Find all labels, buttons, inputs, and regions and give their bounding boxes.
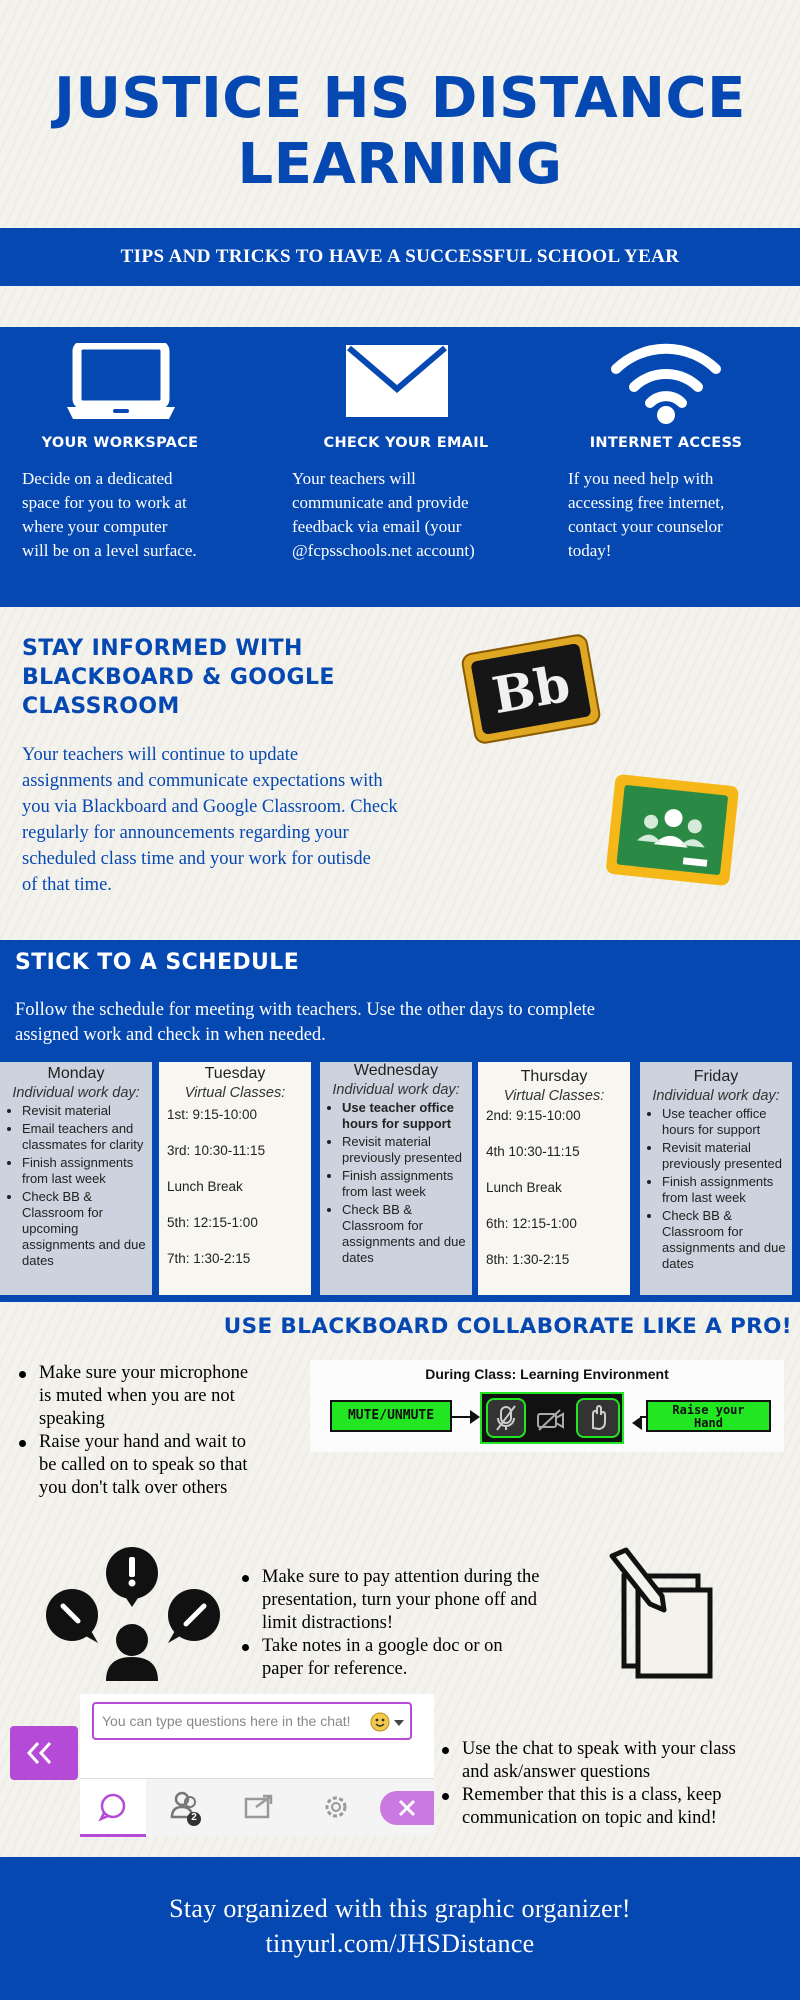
footer-link[interactable]: tinyurl.com/JHSDistance bbox=[265, 1929, 535, 1958]
list-item: • Check BB & Classroom for assignments and due dates bbox=[662, 1208, 792, 1272]
page-title bbox=[0, 66, 800, 198]
bullet-line: Use the chat to speak with your class bbox=[462, 1739, 736, 1759]
attendee-count-badge: 2 bbox=[191, 1812, 197, 1823]
tip-body bbox=[292, 467, 475, 563]
period-slot: 2nd: 9:15-10:00 bbox=[486, 1108, 581, 1123]
period-slot: 4th 10:30-11:15 bbox=[486, 1144, 580, 1159]
list-item: • Revisit material previously presented bbox=[342, 1134, 472, 1166]
attendees-tab[interactable] bbox=[156, 1779, 216, 1837]
attendees-icon bbox=[156, 1779, 216, 1837]
microphone-toggle[interactable] bbox=[486, 1398, 526, 1438]
period-slot: 6th: 12:15-1:00 bbox=[486, 1216, 577, 1231]
tip-line: will be on a level surface. bbox=[22, 541, 197, 560]
footer-tagline: Stay organized with this graphic organizer! bbox=[169, 1894, 631, 1923]
communication-people-icon bbox=[44, 1545, 224, 1683]
share-icon bbox=[230, 1779, 286, 1837]
double-chevron-left-icon bbox=[10, 1726, 78, 1780]
tip-line: contact your counselor bbox=[568, 517, 723, 536]
gear-icon bbox=[308, 1779, 364, 1837]
bullet-line: you don't talk over others bbox=[39, 1478, 228, 1498]
day-subtitle: Individual work day: bbox=[652, 1088, 780, 1104]
day-card-thursday bbox=[478, 1062, 630, 1295]
body-line: regularly for announcements regarding your bbox=[22, 823, 349, 843]
list-item bbox=[438, 1738, 788, 1784]
bullet-line: paper for reference. bbox=[262, 1659, 408, 1679]
title-line-2: LEARNING bbox=[237, 132, 563, 197]
list-item: • Finish assignments from last week bbox=[662, 1174, 792, 1206]
bullet-line: limit distractions! bbox=[262, 1613, 394, 1633]
emoji-icon[interactable] bbox=[370, 1712, 390, 1732]
title-line-1: JUSTICE HS DISTANCE bbox=[54, 66, 746, 131]
day-subtitle: Individual work day: bbox=[12, 1085, 140, 1101]
period-list bbox=[478, 1108, 630, 1268]
mute-unmute-label: MUTE/UNMUTE bbox=[330, 1400, 452, 1432]
body-line: Your teachers will continue to update bbox=[22, 745, 299, 765]
label-line: Hand bbox=[694, 1416, 723, 1430]
bullet-line: speaking bbox=[39, 1409, 105, 1429]
footer bbox=[0, 1857, 800, 2000]
list-item bbox=[238, 1566, 608, 1635]
schedule-heading: STICK TO A SCHEDULE bbox=[15, 950, 300, 975]
day-subtitle: Virtual Classes: bbox=[184, 1085, 286, 1101]
tip-line: space for you to work at bbox=[22, 493, 187, 512]
tip-line: communicate and provide bbox=[292, 493, 469, 512]
arrow-left-icon bbox=[632, 1416, 642, 1430]
body-line: scheduled class time and your work for outisde bbox=[22, 849, 371, 869]
learning-environment-panel bbox=[310, 1360, 784, 1452]
list-item: • Use teacher office hours for support bbox=[662, 1106, 792, 1138]
laptop-icon bbox=[67, 343, 175, 421]
close-icon bbox=[380, 1791, 434, 1825]
chat-tips-list bbox=[438, 1738, 788, 1830]
bullet-line: Take notes in a google doc or on bbox=[262, 1636, 503, 1656]
tip-line: accessing free internet, bbox=[568, 493, 725, 512]
arrow-line bbox=[452, 1416, 472, 1418]
subtitle-bar bbox=[0, 228, 800, 286]
period-slot: Lunch Break bbox=[486, 1180, 562, 1195]
tip-line: Your teachers will bbox=[292, 469, 416, 488]
list-item: • Revisit material previously presented bbox=[662, 1140, 792, 1172]
panel-title: During Class: Learning Environment bbox=[425, 1366, 669, 1382]
day-subtitle: Virtual Classes: bbox=[503, 1088, 605, 1104]
day-task-list bbox=[662, 1106, 792, 1272]
tip-line: Decide on a dedicated bbox=[22, 469, 173, 488]
session-controls bbox=[480, 1392, 624, 1444]
day-name: Wednesday bbox=[353, 1062, 439, 1079]
chevron-down-icon[interactable] bbox=[394, 1720, 404, 1726]
day-name: Friday bbox=[693, 1068, 739, 1085]
google-classroom-icon bbox=[600, 770, 745, 896]
collaborate-toolbar bbox=[80, 1778, 434, 1836]
bullet-line: and ask/answer questions bbox=[462, 1762, 651, 1782]
blackboard-logo-icon bbox=[456, 628, 606, 750]
wifi-icon bbox=[610, 335, 722, 425]
list-item bbox=[238, 1635, 608, 1681]
list-item bbox=[15, 1362, 315, 1431]
raise-hand-toggle[interactable] bbox=[576, 1398, 620, 1438]
list-item: • Use teacher office hours for support bbox=[342, 1100, 472, 1132]
notes-pencil-icon bbox=[606, 1546, 726, 1680]
heading-line: STAY INFORMED WITH bbox=[22, 636, 303, 661]
body-line: Follow the schedule for meeting with teachers. Use the other days to complete bbox=[15, 1000, 596, 1020]
share-content-tab[interactable] bbox=[230, 1779, 286, 1837]
settings-tab[interactable] bbox=[308, 1779, 364, 1837]
day-task-list bbox=[22, 1103, 152, 1269]
day-name: Thursday bbox=[520, 1068, 588, 1085]
day-card-friday bbox=[640, 1062, 792, 1295]
bullet-line: communication on topic and kind! bbox=[462, 1808, 717, 1828]
list-item: • Revisit material bbox=[22, 1103, 152, 1119]
tip-line: feedback via email (your bbox=[292, 517, 462, 536]
bullet-line: is muted when you are not bbox=[39, 1386, 235, 1406]
tip-heading: INTERNET ACCESS bbox=[589, 435, 743, 451]
period-slot: 8th: 1:30-2:15 bbox=[486, 1252, 570, 1267]
svg-text:Bb: Bb bbox=[487, 653, 575, 726]
period-slot: 7th: 1:30-2:15 bbox=[167, 1251, 251, 1266]
attention-tips-list bbox=[238, 1566, 608, 1681]
blackboard-body bbox=[22, 742, 462, 898]
body-line: you via Blackboard and Google Classroom. Check bbox=[22, 797, 398, 817]
chat-tab[interactable] bbox=[80, 1779, 146, 1837]
close-panel-button[interactable] bbox=[380, 1791, 434, 1825]
period-slot: 1st: 9:15-10:00 bbox=[167, 1107, 258, 1122]
list-item: • Check BB & Classroom for assignments and due dates bbox=[342, 1202, 472, 1266]
envelope-icon bbox=[346, 345, 448, 417]
period-slot: 5th: 12:15-1:00 bbox=[167, 1215, 258, 1230]
bullet-line: presentation, turn your phone off and bbox=[262, 1590, 538, 1610]
day-card-monday bbox=[0, 1062, 152, 1295]
tip-body bbox=[568, 467, 724, 563]
list-item: • Check BB & Classroom for upcoming assignments and due dates bbox=[22, 1189, 152, 1269]
tip-line: today! bbox=[568, 541, 612, 560]
period-list bbox=[159, 1107, 311, 1267]
tips-band bbox=[0, 327, 800, 607]
chat-input[interactable] bbox=[92, 1702, 412, 1740]
day-card-tuesday bbox=[159, 1062, 311, 1295]
day-name: Monday bbox=[47, 1065, 105, 1082]
collaborate-heading: USE BLACKBOARD COLLABORATE LIKE A PRO! bbox=[223, 1314, 792, 1339]
body-line: assignments and communicate expectations with bbox=[22, 771, 383, 791]
bullet-line: be called on to speak so that bbox=[39, 1455, 248, 1475]
tip-line: @fcpsschools.net account) bbox=[292, 541, 475, 560]
list-item: • Email teachers and classmates for clarity bbox=[22, 1121, 152, 1153]
bullet-line: Make sure to pay attention during the bbox=[262, 1567, 540, 1587]
chat-input-placeholder: You can type questions here in the chat! bbox=[102, 1713, 351, 1729]
collapse-panel-button[interactable] bbox=[10, 1726, 78, 1780]
label-line: Raise your bbox=[672, 1403, 745, 1417]
day-task-list bbox=[342, 1100, 472, 1266]
tip-heading: YOUR WORKSPACE bbox=[41, 435, 199, 451]
bullet-line: Remember that this is a class, keep bbox=[462, 1785, 722, 1805]
body-line: of that time. bbox=[22, 875, 112, 895]
chat-panel bbox=[80, 1694, 434, 1836]
microphone-tips-list bbox=[15, 1362, 315, 1500]
muted-microphone-icon bbox=[488, 1400, 524, 1436]
tip-line: where your computer bbox=[22, 517, 168, 536]
heading-line: BLACKBOARD & GOOGLE bbox=[22, 665, 335, 690]
period-slot: Lunch Break bbox=[167, 1179, 243, 1194]
blackboard-heading bbox=[22, 634, 442, 721]
tip-heading: CHECK YOUR EMAIL bbox=[323, 435, 489, 451]
day-name: Tuesday bbox=[204, 1065, 266, 1082]
camera-off-icon bbox=[532, 1402, 568, 1438]
subtitle: TIPS AND TRICKS TO HAVE A SUCCESSFUL SCHOOL YEAR bbox=[120, 246, 680, 267]
camera-toggle[interactable] bbox=[532, 1402, 568, 1438]
schedule-band bbox=[0, 940, 800, 1302]
arrow-right-icon bbox=[470, 1410, 480, 1424]
day-subtitle: Individual work day: bbox=[332, 1082, 460, 1098]
chat-bubble-icon bbox=[80, 1779, 146, 1835]
heading-line: CLASSROOM bbox=[22, 694, 180, 719]
list-item: • Finish assignments from last week bbox=[22, 1155, 152, 1187]
body-line: assigned work and check in when needed. bbox=[15, 1025, 326, 1045]
list-item bbox=[15, 1431, 315, 1500]
period-slot: 3rd: 10:30-11:15 bbox=[167, 1143, 266, 1158]
schedule-body bbox=[15, 998, 735, 1048]
raise-hand-icon bbox=[578, 1400, 618, 1436]
tip-line: If you need help with bbox=[568, 469, 714, 488]
day-card-wednesday bbox=[320, 1062, 472, 1295]
list-item: • Finish assignments from last week bbox=[342, 1168, 472, 1200]
bullet-line: Raise your hand and wait to bbox=[39, 1432, 247, 1452]
tip-body bbox=[22, 467, 197, 563]
list-item bbox=[438, 1784, 788, 1830]
raise-hand-label bbox=[646, 1400, 771, 1432]
bullet-line: Make sure your microphone bbox=[39, 1363, 249, 1383]
